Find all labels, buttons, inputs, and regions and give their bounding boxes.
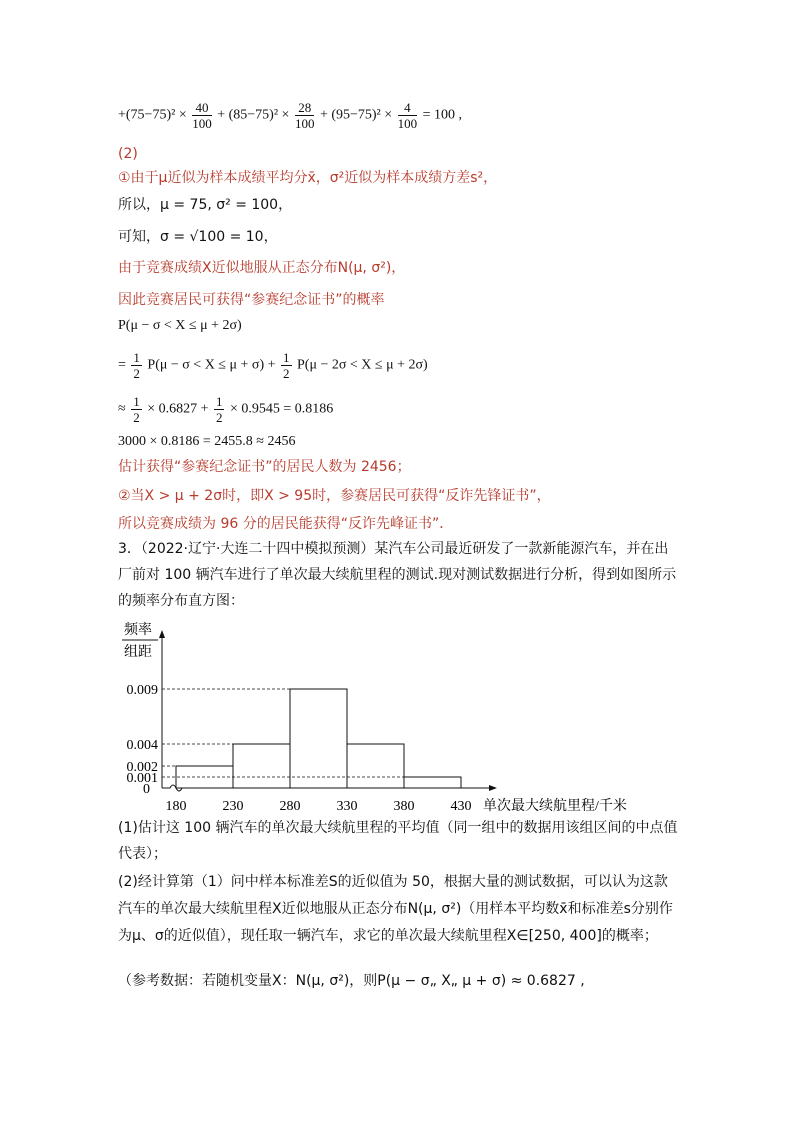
solution-line-11: ②当X > μ + 2σ时，即X > 95时，参赛居民可获得“反诈先锋证书”， <box>118 488 551 504</box>
x-tick-label: 230 <box>222 799 244 814</box>
question-1: (1)估计这 100 辆汽车的单次最大续航里程的平均值（同一组中的数据用该组区间的中点值代表）； <box>118 820 678 862</box>
y-label-bottom: 组距 <box>124 645 152 660</box>
histogram-bar <box>347 744 404 788</box>
y-tick-label: 0.004 <box>126 738 158 753</box>
question-2: (2)经计算第（1）问中样本标准差S的近似值为 50，根据大量的测试数据，可以认为这款汽车的单次最大续航里程X近似地服从正态分布N(μ, σ²)（用样本平均数x̄和标准差s分别作为μ、σ的近似值），现任取一辆汽车，求它的单次最大续航里程X∈[250, 400]的概率； <box>118 874 673 944</box>
fraction-half-c: $\frac{1}{2}$ <box>133 394 140 425</box>
x-tick-label: 430 <box>450 799 472 814</box>
part-2-label: (2) <box>118 146 138 162</box>
histogram-bar <box>404 777 461 788</box>
fraction-half-b: $\frac{1}{2}$ <box>283 350 290 381</box>
origin-label: 0 <box>143 782 150 797</box>
y-axis-arrow <box>159 630 165 638</box>
x-axis-label: 单次最大续航里程/千米 <box>483 799 627 814</box>
x-tick-label: 380 <box>393 799 415 814</box>
solution-line-12: 所以竞赛成绩为 96 分的居民能获得“反诈先峰证书”． <box>118 516 454 532</box>
x-tick-label: 180 <box>165 799 187 814</box>
y-label-top: 频率 <box>124 623 152 638</box>
solution-line-8: ≈ $\frac{1}{2}$ × 0.6827 + $\frac{1}{2}$ × 0.9545 = 0.8186 <box>118 394 334 425</box>
frequency-histogram <box>118 618 627 818</box>
solution-line-6: P(μ − σ < X ≤ μ + 2σ) <box>118 318 242 333</box>
solution-line-4: 由于竞赛成绩X近似地服从正态分布N(μ, σ²)， <box>118 260 406 276</box>
solution-line-5: 因此竞赛居民可获得“参赛纪念证书”的概率 <box>118 292 385 308</box>
y-tick-label: 0.002 <box>126 760 158 775</box>
fraction-28-100: $\frac{28}{100}$ <box>294 100 315 131</box>
fraction-half-d: $\frac{1}{2}$ <box>215 394 223 425</box>
histogram-bar <box>290 689 347 788</box>
fraction-40-100: $\frac{40}{100}$ <box>192 100 212 131</box>
fraction-half-a: $\frac{1}{2}$ <box>133 350 140 381</box>
y-tick-label: 0.001 <box>126 771 158 786</box>
fraction-4-100: $\frac{4}{100}$ <box>397 100 418 131</box>
solution-line-9: 3000 × 0.8186 = 2455.8 ≈ 2456 <box>118 434 296 449</box>
y-tick-label: 0.009 <box>126 683 158 698</box>
solution-line-1: ①由于μ近似为样本成绩平均分x̄，σ²近似为样本成绩方差s²， <box>118 170 498 186</box>
variance-calc-line: +(75−75)² × $\frac{40}{100}$ + (85−75)² × $\frac{28}{100}$ + (95−75)² × $\frac{4}{100}$ = 100 , <box>118 100 463 131</box>
x-tick-label: 330 <box>336 799 358 814</box>
solution-line-7: = $\frac{1}{2}$ P(μ − σ < X ≤ μ + σ) + $\frac{1}{2}$ P(μ − 2σ < X ≤ μ + 2σ) <box>118 350 428 381</box>
solution-line-10: 估计获得“参赛纪念证书”的居民人数为 2456； <box>118 459 411 475</box>
solution-line-2: 所以，μ = 75, σ² = 100， <box>118 197 293 213</box>
histogram-layer <box>122 622 627 814</box>
solution-line-3: 可知，σ = √100 = 10， <box>118 229 278 245</box>
x-tick-label: 280 <box>279 799 301 814</box>
histogram-bar <box>233 744 290 788</box>
reference-data: （参考数据：若随机变量X：N(μ, σ²)，则P(μ − σ„ X„ μ + σ) ≈ 0.6827 , <box>118 973 585 989</box>
problem-3-intro: 3．（2022·辽宁·大连二十四中模拟预测）某汽车公司最近研发了一款新能源汽车，并在出厂前对 100 辆汽车进行了单次最大续航里程的测试.现对测试数据进行分析，得到如图所示的频率分布直方图： <box>118 541 677 609</box>
x-axis-arrow <box>489 785 497 791</box>
